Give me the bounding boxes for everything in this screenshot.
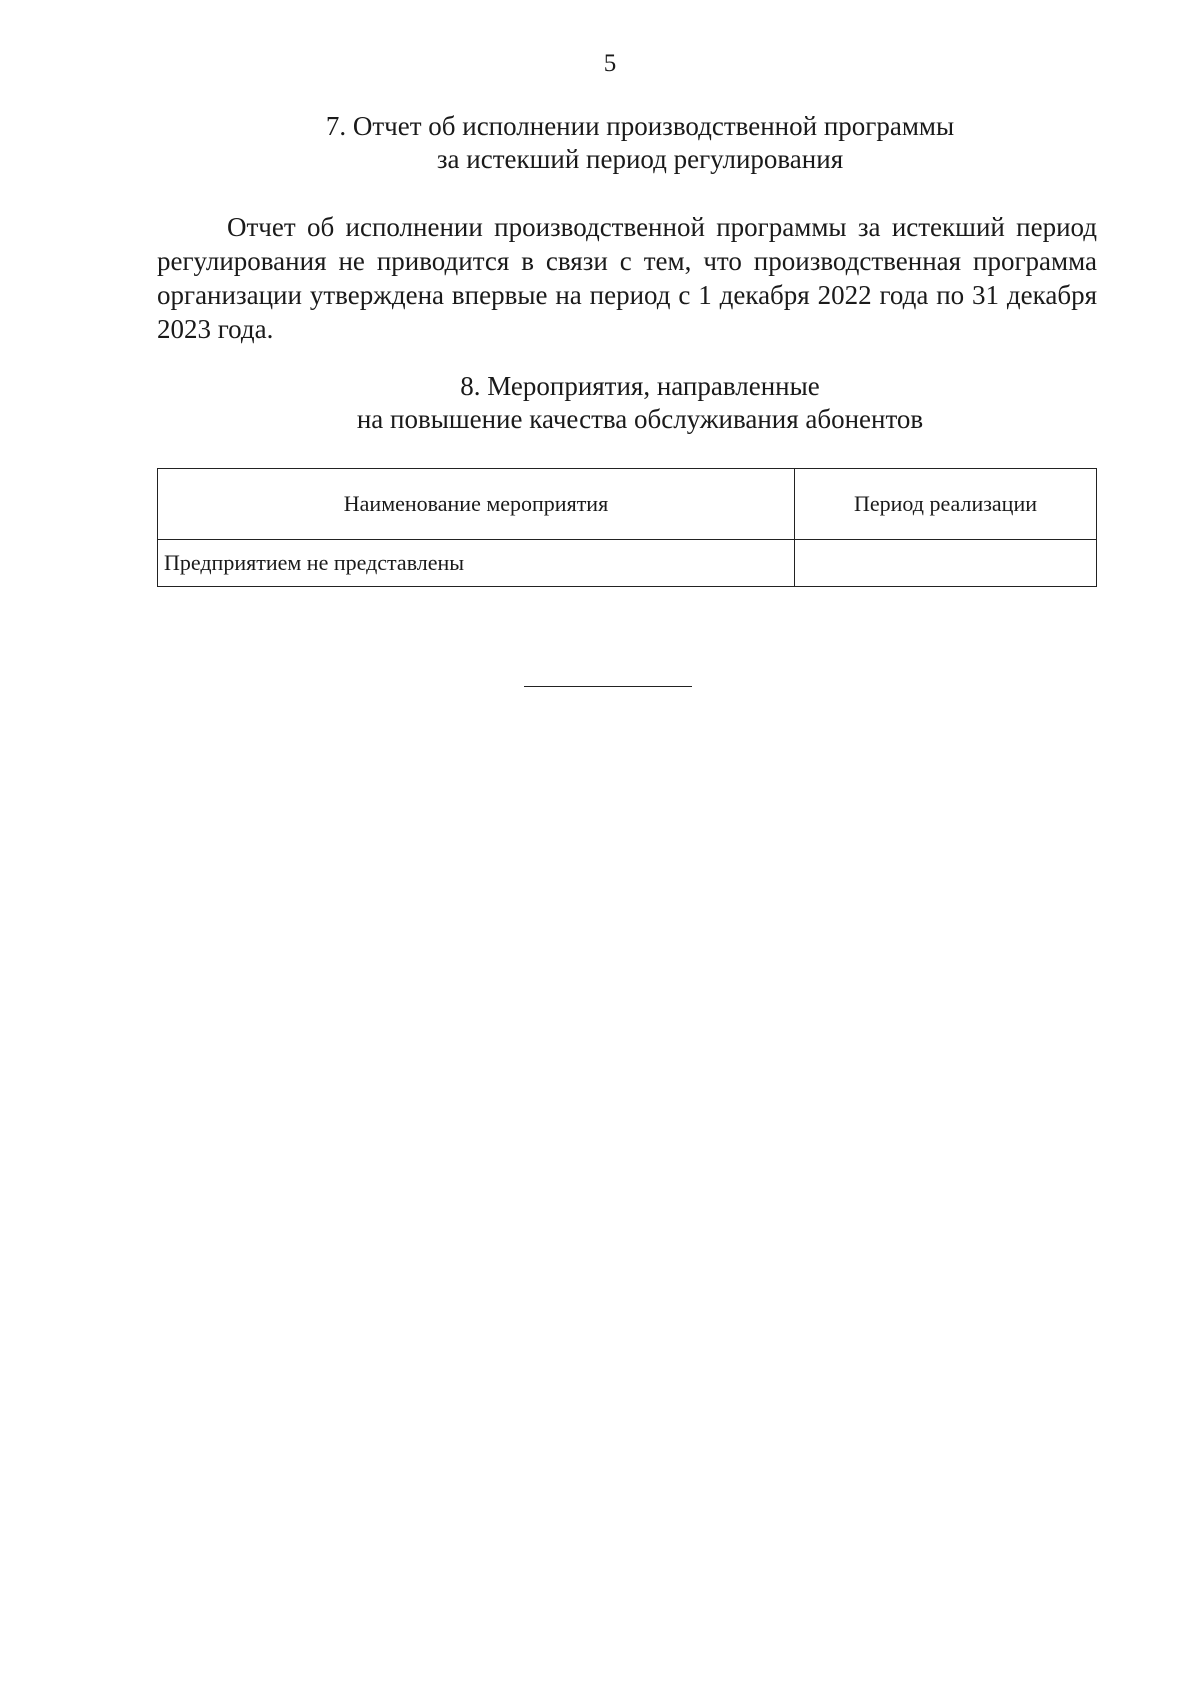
section-7-heading [170,110,1110,176]
section-7-title-line2: за истекший период регулирования [436,144,844,174]
table-cell-period [795,540,1097,587]
measures-table [157,468,1097,587]
section-7-paragraph: Отчет об исполнении производственной программы за истекший период регулирования не приводится в связи с тем, что производственная программа организации утверждена впервые на период с 1 декабря 2022 года по 31 декабря 2023 года. [157,212,1097,344]
section-7-title-line1: 7. Отчет об исполнении производственной программы [325,111,955,141]
section-8-heading [170,370,1110,436]
column-header-period: Период реализации [795,469,1097,540]
table-header-row [158,469,1097,540]
table-cell-measure-name: Предприятием не представлены [158,540,795,587]
end-of-document-line [524,686,692,687]
section-8-title-line1: 8. Мероприятия, направленные [460,371,820,401]
page-number: 5 [603,50,617,77]
section-8-title-line2: на повышение качества обслуживания абонентов [356,404,924,434]
table-row [158,540,1097,587]
column-header-measure-name: Наименование мероприятия [158,469,795,540]
